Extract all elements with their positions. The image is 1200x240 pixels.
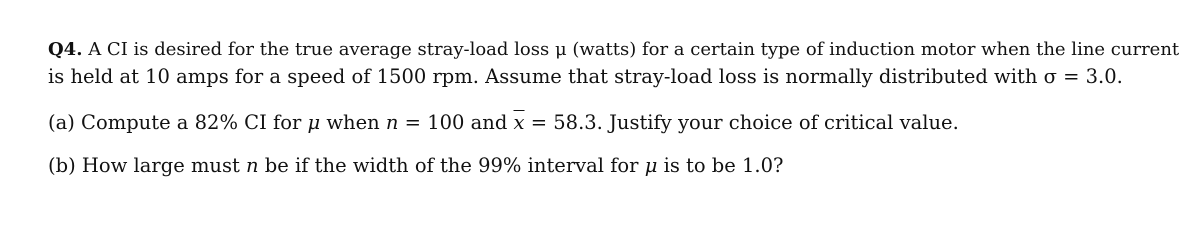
part-b	[48, 152, 784, 179]
question-text	[48, 36, 1183, 90]
part-a-text-4: = 58.3. Justify your choice of critical value.	[524, 111, 959, 134]
part-b-text-3: is to be 1.0?	[657, 154, 784, 177]
question-line-1	[48, 36, 1183, 63]
part-b-n: n	[246, 154, 259, 177]
question-line-2: is held at 10 amps for a speed of 1500 rpm. Assume that stray-load loss is normally distributed with σ = 3.0.	[48, 65, 1123, 88]
part-b-mu: μ	[644, 154, 658, 177]
part-a-n: n	[385, 111, 399, 134]
part-b-text-1: How large must	[75, 154, 247, 177]
question-line-1-text: A CI is desired for the true average stray-load loss μ (watts) for a certain type of induction motor when the line current	[82, 39, 1180, 60]
question-number: Q4.	[48, 39, 83, 60]
part-a-xbar: $\overline{x}$	[513, 111, 525, 134]
part-a-text-3: = 100 and	[398, 111, 514, 134]
part-b-label: (b)	[48, 154, 76, 177]
part-a-label: (a)	[48, 111, 75, 134]
part-b-text-2: be if the width of the 99% interval for	[258, 154, 645, 177]
part-a-text-1: Compute a 82% CI for	[74, 111, 308, 134]
part-a-mu: μ	[307, 111, 321, 134]
part-a	[48, 109, 959, 136]
part-a-text-2: when	[320, 111, 386, 134]
